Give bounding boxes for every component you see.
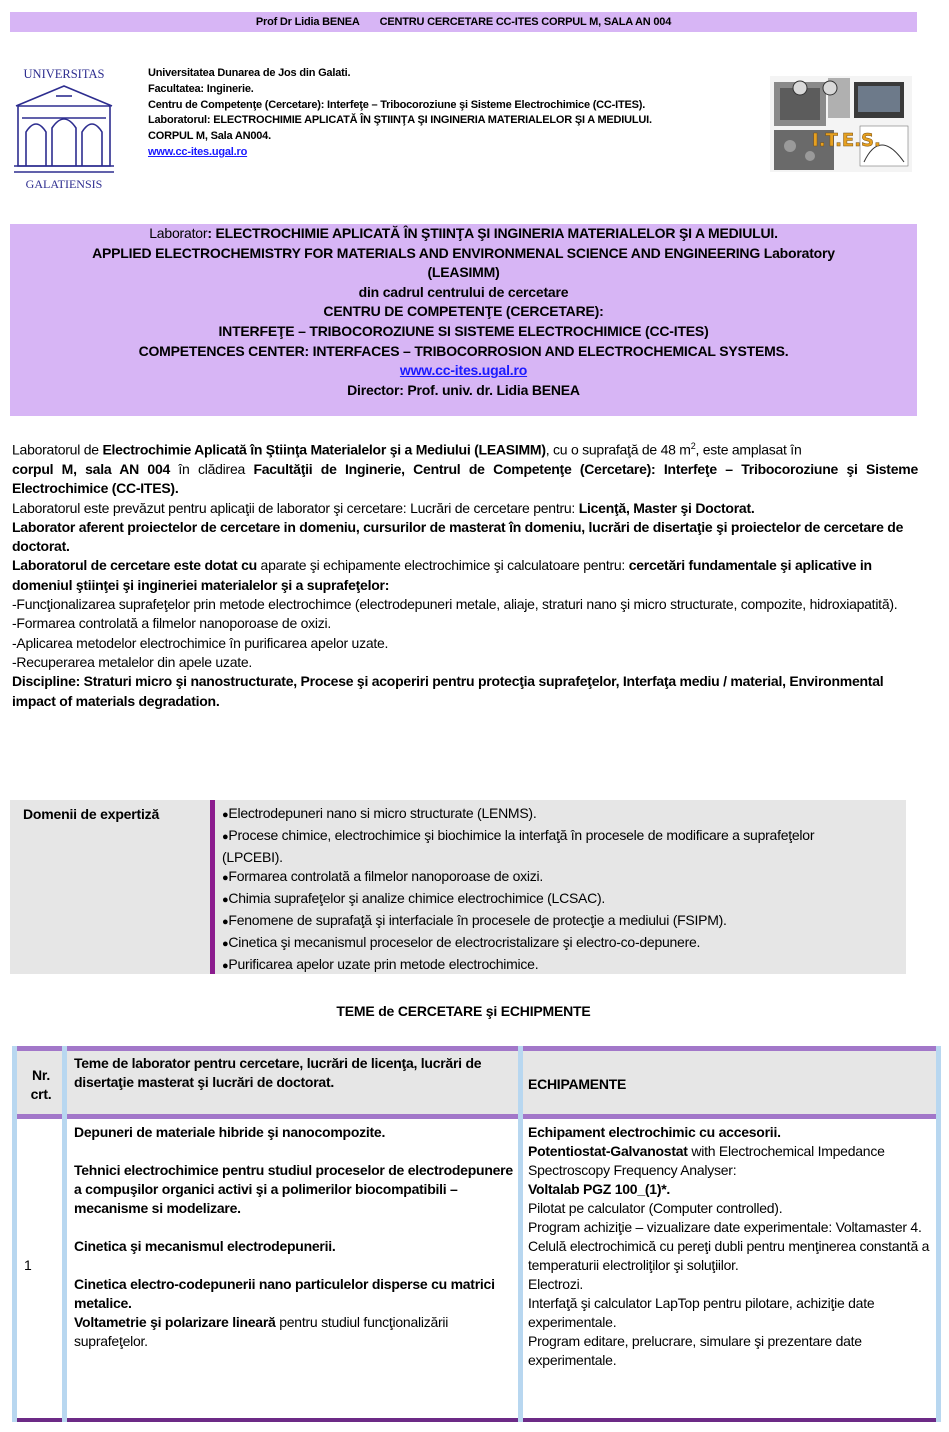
title-director: Director: Prof. univ. dr. Lidia BENEA	[347, 381, 580, 398]
header-nr-crt	[24, 1066, 58, 1104]
expertise-item	[222, 911, 842, 933]
expertise-item-text: Electrodepuneri nano si micro structurate (LENMS).	[228, 805, 537, 821]
tema-spacer	[74, 1256, 514, 1275]
top-banner	[10, 12, 917, 32]
title-line-7: COMPETENCES CENTER: INTERFACES – TRIBOCORROSION AND ELECTROCHEMICAL SYSTEMS.	[138, 342, 789, 359]
p4-text-b: aparate şi echipamente electrochimice şi calculatoare pentru:	[256, 557, 629, 574]
description-disciplines: Discipline: Straturi micro şi nanostructurate, Procese şi acoperiri pentru protecţia suprafeţelor, Interfaţa mediu / material, Environmental impact of materials degradation.	[12, 673, 884, 709]
expertise-panel	[10, 800, 906, 974]
expertise-item-text: Procese chimice, electrochimice şi biochimice la interfaţă în procesele de modificare a suprafeţelor (LPCEBI).	[222, 826, 815, 865]
title-line-1	[10, 224, 917, 244]
description-item-2: -Formarea controlată a filmelor nanoporoase de oxizi.	[12, 615, 332, 632]
expertise-item-text: Formarea controlată a filmelor nanoporoase de oxizi.	[228, 868, 544, 885]
bullet-icon: ●	[222, 915, 229, 928]
university-logo	[12, 66, 116, 192]
tema-2: Tehnici electrochimice pentru studiul proceselor de electrodepunere a compuşilor organici activi şi a polimerilor biocompatibili – mecanisme si modelizare.	[74, 1162, 513, 1216]
title-line-3: (LEASIMM)	[427, 264, 500, 281]
header-echipamente: ECHIPAMENTE	[528, 1076, 627, 1092]
expertise-item-text: Fenomene de suprafaţă şi interfaciale în procesele de protecţie a mediului (FSIPM).	[228, 911, 727, 928]
title-line-5: CENTRU DE COMPETENŢE (CERCETARE):	[323, 303, 604, 320]
lab-title-box	[10, 224, 917, 416]
title-website-link[interactable]: www.cc-ites.ugal.ro	[399, 362, 528, 379]
p1-superscript: 2	[690, 441, 696, 451]
title-prefix: Laborator	[149, 225, 208, 241]
p1-text-a: Laboratorul de	[12, 441, 103, 458]
description-item-4: -Recuperarea metalelor din apele uzate.	[12, 653, 253, 670]
lab-logo	[770, 76, 912, 172]
p2-text: Laboratorul este prevăzut pentru aplicaţii de laborator şi cercetare: Lucrări de cercetare pentru:	[12, 499, 579, 516]
expertise-item-text: Cinetica şi mecanismul proceselor de electrocristalizare şi electro-co-depunere.	[228, 933, 701, 950]
info-university: Universitatea Dunarea de Jos din Galati.	[148, 67, 351, 79]
logo-bottom-text: GALATIENSIS	[25, 177, 103, 191]
echip-7: Electrozi.	[528, 1276, 584, 1292]
echip-1: Echipament electrochimic cu accesorii.	[528, 1124, 781, 1140]
description-paragraph-3: Laborator aferent proiectelor de cercetare in domeniu, cursurilor de masterat în domeniu, lucrări de disertaţie şi proiectelor de cercetare de doctorat.	[12, 518, 904, 555]
info-faculty: Facultatea: Inginerie.	[148, 82, 254, 95]
bullet-icon: ●	[222, 959, 229, 972]
header	[10, 62, 940, 192]
title-line-6: INTERFEŢE – TRIBOCOROZIUNE SI SISTEME ELECTROCHIMICE (CC-ITES)	[218, 322, 709, 339]
tema-5	[74, 1313, 514, 1351]
header-nr: Nr.	[32, 1067, 50, 1083]
lab-collage-icon	[770, 76, 912, 172]
logo-top-text: UNIVERSITAS	[23, 67, 105, 81]
lab-logo-text: I.T.E.S.	[812, 130, 881, 151]
p1-text-f: în clădirea	[170, 460, 254, 477]
expertise-item	[222, 804, 842, 826]
bullet-icon: ●	[222, 894, 229, 907]
bullet-icon: ●	[222, 830, 229, 843]
tema-3: Cinetica şi mecanismul electrodepunerii.	[74, 1238, 336, 1254]
title-line-2: APPLIED ELECTROCHEMISTRY FOR MATERIALS AND ENVIRONMENAL SCIENCE AND ENGINEERING Laboratory	[92, 244, 835, 261]
p2-degrees: Licenţă, Master şi Doctorat.	[578, 499, 755, 516]
bullet-icon: ●	[222, 809, 229, 821]
table-top-rule	[12, 1046, 941, 1051]
lab-description	[12, 437, 918, 711]
info-center: Centru de Competenţe (Cercetare): Interfeţe – Tribocoroziune şi Sisteme Electrochimice (CC-ITES).	[148, 98, 646, 111]
table-header-rule	[12, 1114, 941, 1119]
p1-location: corpul M, sala AN 004	[12, 460, 171, 477]
expertise-item-text: Chimia suprafeţelor şi analize chimice electrochimice (LCSAC).	[228, 890, 606, 907]
row-echipamente	[528, 1123, 932, 1370]
expertise-item	[222, 867, 842, 889]
echip-8: Interfaţă şi calculator LapTop pentru pilotare, achiziţie date experimentale.	[528, 1295, 875, 1330]
tema-1: Depuneri de materiale hibride şi nanocompozite.	[74, 1124, 386, 1140]
table-bottom-rule	[12, 1418, 941, 1422]
expertise-item	[222, 889, 842, 911]
tema-4: Cinetica electro-codepunerii nano particulelor disperse cu matrici metalice.	[74, 1276, 495, 1311]
info-room: CORPUL M, Sala AN004.	[148, 130, 271, 143]
tema-5-rest: pentru studiul funcţionalizării suprafeţelor.	[74, 1314, 449, 1349]
tema-spacer	[74, 1142, 514, 1161]
p1-lab-name: Electrochimie Aplicată în Ştiinţa Materialelor şi a Mediului (LEASIMM)	[102, 441, 546, 458]
expertise-label: Domenii de expertiză	[23, 806, 160, 822]
echip-4: Pilotat pe calculator (Computer controlled).	[528, 1200, 783, 1216]
table-column-separator	[62, 1046, 67, 1422]
header-teme: Teme de laborator pentru cercetare, lucrări de licenţa, lucrări de disertaţie masterat şi lucrări de doctorat.	[74, 1055, 482, 1090]
expertise-item-text: Purificarea apelor uzate prin metode electrochimice.	[228, 955, 539, 972]
description-paragraph-1	[12, 437, 918, 499]
university-info	[148, 66, 652, 161]
description-paragraph-2	[12, 499, 918, 518]
banner-author: Prof Dr Lidia BENEA	[255, 16, 360, 28]
section-title: TEME de CERCETARE şi ECHIPMENTE	[336, 1003, 591, 1019]
bullet-icon: ●	[222, 872, 229, 885]
expertise-item	[222, 955, 842, 977]
table-column-separator	[518, 1046, 523, 1422]
echip-2	[528, 1142, 932, 1180]
echip-6: Celulă electrochimică cu pereţi dubli pentru menţinerea constantă a temperaturii electroliţilor şi soluţiilor.	[528, 1238, 930, 1273]
p4-text-a: Laboratorul de cercetare este dotat cu	[12, 557, 257, 574]
bullet-icon: ●	[222, 937, 229, 950]
description-paragraph-4	[12, 556, 918, 595]
description-item-3: -Aplicarea metodelor electrochimice în purificarea apelor uzate.	[12, 634, 389, 651]
p1-faculty: Facultăţii de Inginerie, Centrul de Competenţe (Cercetare): Interfeţe – Tribocoroziune şi Sisteme Electrochimice (CC-ITES).	[12, 460, 918, 497]
description-item-1: -Funcţionalizarea suprafeţelor prin metode electrochimce (electrodepuneri metale, aliaje, straturi nano şi micro structurate, compozite, hidroxiapatită).	[12, 596, 898, 613]
title-lab-name: : ELECTROCHIMIE APLICATĂ ÎN ŞTIINŢA ŞI INGINERIA MATERIALELOR ŞI A MEDIULUI.	[207, 225, 778, 241]
p1-text-d: , este amplasat în	[695, 441, 802, 458]
echip-2-bold: Potentiostat-Galvanostat	[528, 1143, 688, 1159]
echip-3: Voltalab PGZ 100_(1)*.	[528, 1181, 671, 1197]
expertise-item	[222, 933, 842, 955]
header-crt: crt.	[30, 1086, 52, 1102]
info-laboratory: Laboratorul: ELECTROCHIMIE APLICATĂ ÎN ŞTIINŢA ŞI INGINERIA MATERIALELOR ŞI A MEDIULUI.	[148, 114, 652, 127]
research-table	[12, 1046, 941, 1422]
row-number: 1	[24, 1257, 32, 1273]
echip-5: Program achiziţie – vizualizare date experimentale: Voltamaster 4.	[528, 1219, 922, 1235]
echip-2-rest: with Electrochemical Impedance Spectroscopy Frequency Analyser:	[528, 1143, 885, 1178]
p4-text-c: cercetări fundamentale şi aplicative in domeniul ştiinţei şi ingineriei materialelor şi a suprafeţelor:	[12, 557, 872, 593]
expertise-item	[222, 826, 842, 868]
table-column-separator	[12, 1046, 17, 1422]
expertise-accent-bar	[210, 800, 215, 974]
banner-center: CENTRU CERCETARE CC-ITES CORPUL M, SALA AN 004	[379, 16, 672, 28]
row-teme	[74, 1123, 514, 1351]
tema-spacer	[74, 1218, 514, 1237]
tema-5-bold: Voltametrie şi polarizare lineară	[74, 1314, 276, 1330]
expertise-list	[222, 804, 842, 976]
university-building-icon	[12, 66, 116, 192]
header-website-link[interactable]: www.cc-ites.ugal.ro	[148, 145, 248, 158]
echip-9: Program editare, prelucrare, simulare şi prezentare date experimentale.	[528, 1333, 862, 1368]
table-column-separator	[936, 1046, 941, 1422]
title-line-4: din cadrul centrului de cercetare	[358, 283, 569, 300]
p1-text-c: , cu o suprafaţă de 48 m	[545, 441, 691, 458]
